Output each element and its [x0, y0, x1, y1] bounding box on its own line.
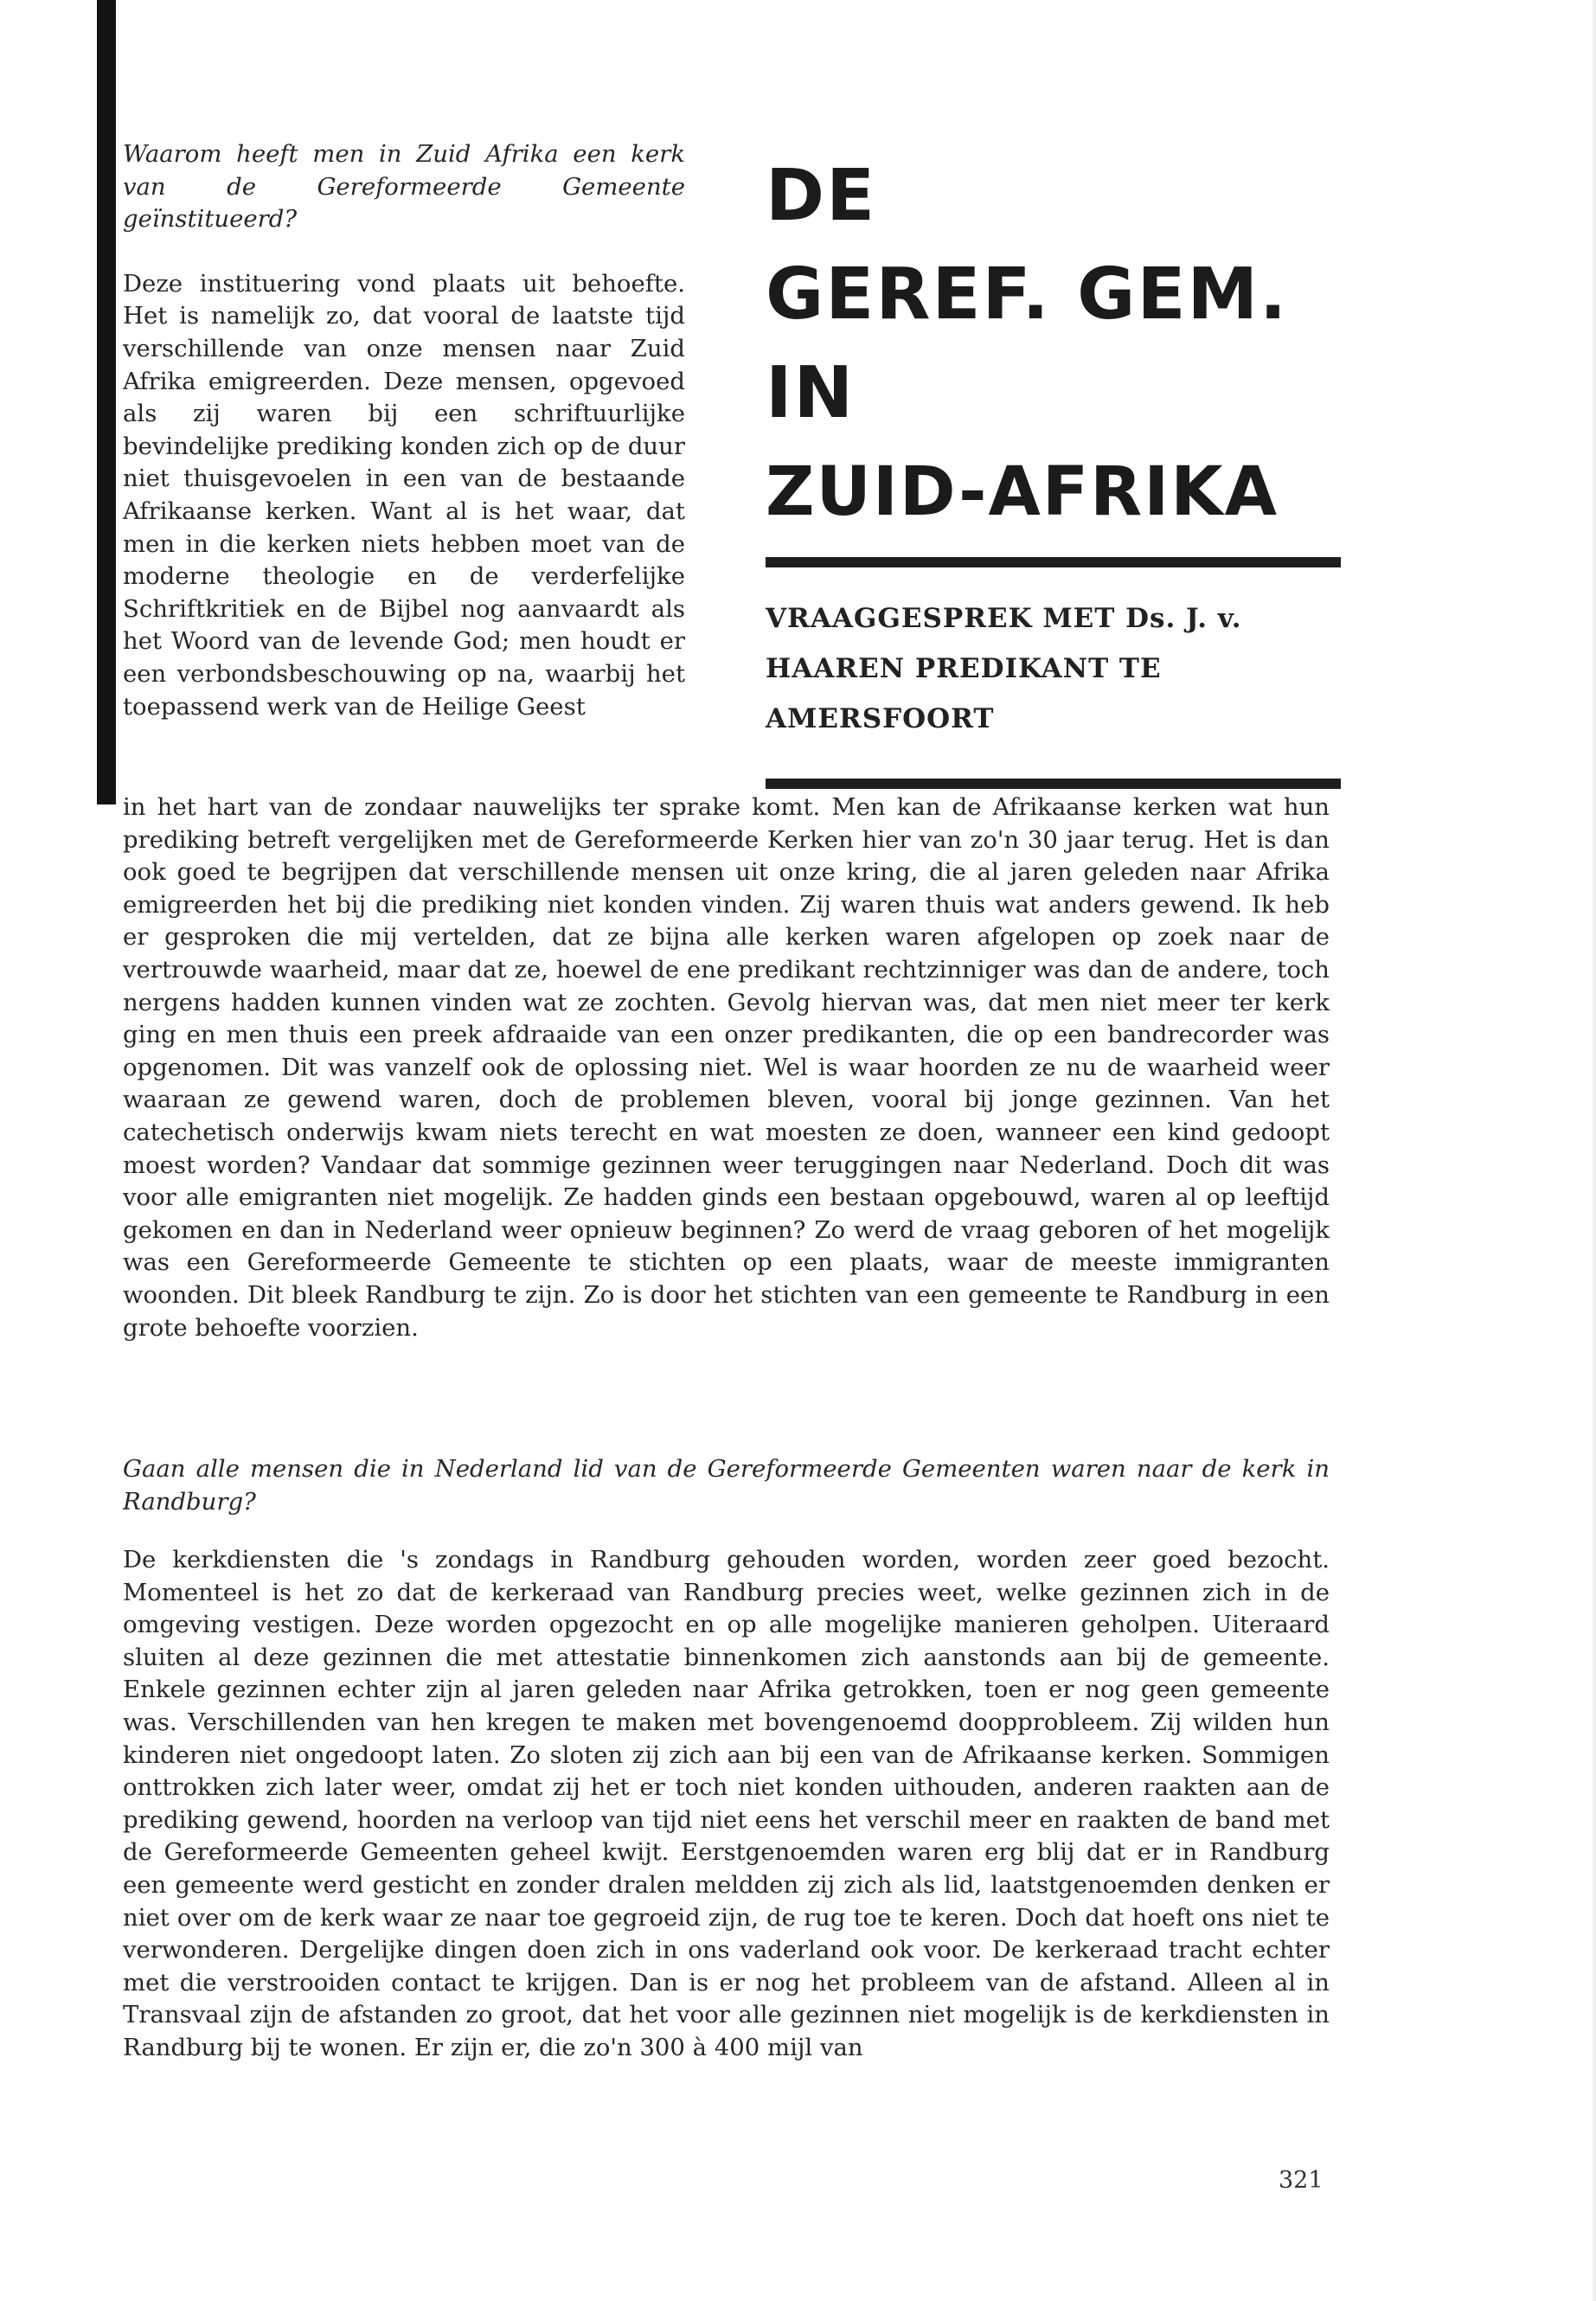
answer-1-column: Deze instituering vond plaats uit behoefte. Het is namelijk zo, dat vooral de laatste tijd verschillende van onze mensen naar Zuid Afrika emigreerden. Deze mensen, opgevoed als zij waren bij een schriftuurlijke bevindelijke prediking konden zich op de duur niet thuisgevoelen in een van de bestaande Afrikaanse kerken. Want al is het waar, dat men in die kerken niets hebben moet van de moderne theologie en de verderfelijke Schriftkritiek en de Bijbel nog aanvaardt als het Woord van de levende God; men houdt er een verbondsbeschouwing op na, waarbij het toepassend werk van de Heilige Geest — [123, 269, 685, 721]
title-block — [766, 147, 1341, 789]
headline-line-2: GEREF. GEM. — [766, 253, 1289, 336]
question-2: Gaan alle mensen die in Nederland lid van de Gereformeerde Gemeenten waren naar de kerk in Randburg? — [123, 1455, 1330, 1516]
headline-line-4: ZUID-AFRIKA — [766, 453, 1279, 531]
answer-1-full-width — [123, 792, 1330, 1344]
question-1: Waarom heeft men in Zuid Afrika een kerk van de Gereformeerde Gemeente geïnstitueerd? — [123, 140, 685, 234]
answer-2: De kerkdiensten die 's zondags in Randburg gehouden worden, worden zeer goed bezocht. Momenteel is het zo dat de kerkeraad van Randburg precies weet, welke gezinnen zich in de omgeving vestigen. Deze worden opgezocht en op alle mogelijke manieren geholpen. Uiteraard sluiten al deze gezinnen die met attestatie binnenkomen zich aanstonds aan bij de gemeente. Enkele gezinnen echter zijn al jaren geleden naar Afrika getrokken, toen er nog geen gemeente was. Verschillenden van hen kregen te maken met bovengenoemd doopprobleem. Zij wilden hun kinderen niet ongedoopt laten. Zo sloten zij zich aan bij een van de Afrikaanse kerken. Sommigen onttrokken zich later weer, omdat zij het er toch niet konden uithouden, anderen raakten aan de prediking gewend, hoorden na verloop van tijd niet eens het verschil meer en raakten de band met de Gereformeerde Gemeenten geheel kwijt. Eerstgenoemden waren erg blij dat er in Randburg een gemeente werd gesticht en zonder dralen meldden zij zich als lid, laatstgenoemden denken er niet over om de kerk waar ze naar toe gegroeid zijn, de rug toe te keren. Doch dat hoeft ons niet te verwonderen. Dergelijke dingen doen zich in ons vaderland ook voor. De kerkeraad tracht echter met die verstrooiden contact te krijgen. Dan is er nog het probleem van de afstand. Alleen al in Transvaal zijn de afstanden zo groot, dat het voor alle gezinnen niet mogelijk is de kerkdiensten in Randburg bij te wonen. Er zijn er, die zo'n 300 à 400 mijl van — [123, 1546, 1330, 2061]
left-column — [123, 138, 685, 723]
question-2-block — [123, 1453, 1330, 1518]
answer-1-continued: in het hart van de zondaar nauwelijks ter sprake komt. Men kan de Afrikaanse kerken wat hun prediking betreft vergelijken met de Gereformeerde Kerken hier van zo'n 30 jaar terug. Het is dan ook goed te begrijpen dat verschillende mensen uit onze kring, die al jaren geleden naar Afrika emigreerden het bij die prediking niet konden vinden. Zij waren thuis wat anders gewend. Ik heb er gesproken die mij vertelden, dat ze bijna alle kerken waren afgelopen op zoek naar de vertrouwde waarheid, maar dat ze, hoewel de ene predikant rechtzinniger was dan de andere, toch nergens hadden kunnen vinden wat ze zochten. Gevolg hiervan was, dat men niet meer ter kerk ging en men thuis een preek afdraaide van een onzer predikanten, die op een bandrecorder was opgenomen. Dit was vanzelf ook de oplossing niet. Wel is waar hoorden ze nu de waarheid weer waaraan ze gewend waren, doch de problemen bleven, vooral bij jonge gezinnen. Van het catechetisch onderwijs kwam niets terecht en wat moesten ze doen, wanneer een kind gedoopt moest worden? Vandaar dat sommige gezinnen weer teruggingen naar Nederland. Doch dit was voor alle emigranten niet mogelijk. Ze hadden ginds een bestaan opgebouwd, waren al op leeftijd gekomen en dan in Nederland weer opnieuw beginnen? Zo werd de vraag geboren of het mogelijk was een Gereformeerde Gemeente te stichten op een plaats, waar de meeste immigranten woonden. Dit bleek Randburg te zijn. Zo is door het stichten van een gemeente te Randburg in een grote behoefte voorzien. — [123, 793, 1330, 1342]
answer-2-block — [123, 1544, 1330, 2065]
title-rule-bottom — [766, 779, 1341, 789]
subtitle: VRAAGGESPREK MET Ds. J. v. HAAREN PREDIKANT TE AMERSFOORT — [766, 603, 1242, 734]
page-number: 321 — [1279, 2167, 1324, 2194]
title-rule-top — [766, 557, 1341, 567]
scan-page-edge — [1593, 0, 1596, 2301]
headline-line-1: DE — [766, 155, 877, 237]
headline-line-3: IN — [766, 352, 856, 434]
scan-binding-shadow — [97, 0, 116, 804]
